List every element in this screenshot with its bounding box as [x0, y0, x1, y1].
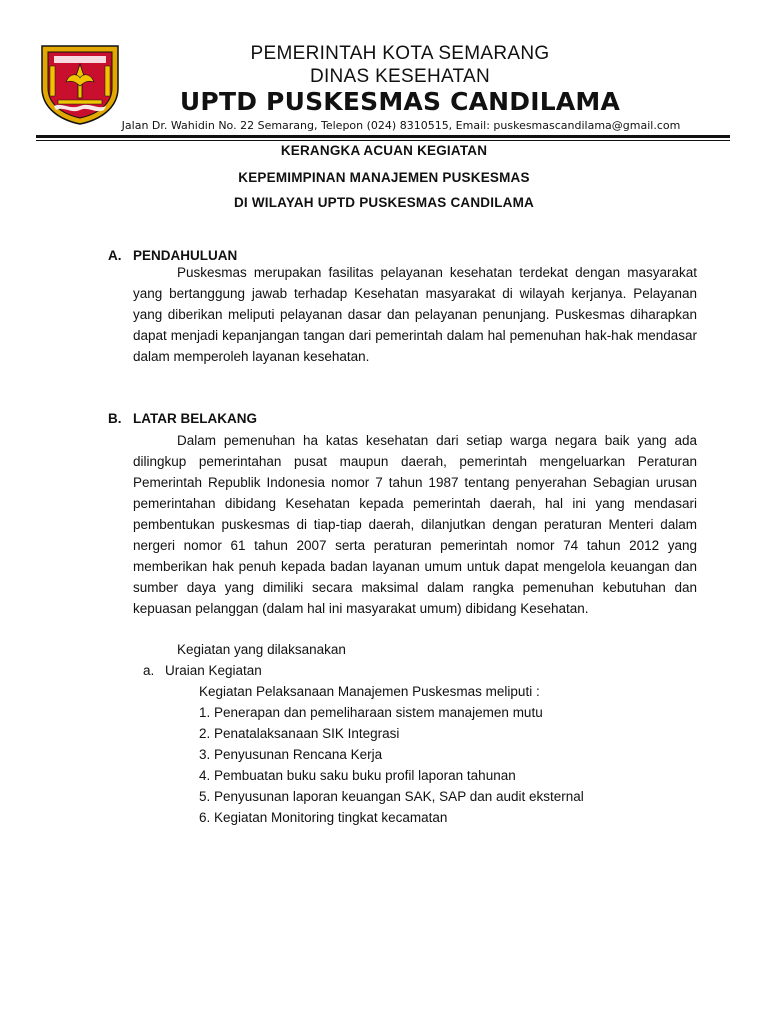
- list-item: 3. Penyusunan Rencana Kerja: [199, 747, 383, 762]
- institution-name: UPTD PUSKESMAS CANDILAMA: [179, 87, 621, 116]
- section-b-paragraph: Dalam pemenuhan ha katas kesehatan dari setiap warga negara baik yang ada dilingkup pemerintahan pusat maupun daerah, pemerintah mengeluarkan Peraturan Pemerintah Republik Indonesia nomor 7 tahun 1987 tentang penyerahan Sebagian urusan pemerintahan dibidang Kesehatan kepada pemerintah daerah, hal ini yang mendasari pembentukan puskesmas di tiap-tiap daerah, dilanjutkan dengan peraturan Menteri dalam nergeri nomor 61 tahun 2007 serta peraturan pemerintah nomor 74 tahun 2012 yang memberikan hak penuh kepada badan layanan umum untuk dapat mengelola keuangan dan sumber daya yang dimiliki secara maksimal dalam rangka pemenuhan kebutuhan dan kepuasan pelanggan (dalam hal ini masyarakat umum) dibidang Kesehatan.: [133, 433, 697, 616]
- document-subtitle: KEPEMIMPINAN MANAJEMEN PUSKESMAS: [238, 170, 530, 185]
- section-b-letter: B.: [108, 411, 122, 426]
- section-a-letter: A.: [108, 248, 122, 263]
- department-name: DINAS KESEHATAN: [309, 66, 491, 87]
- list-item: 4. Pembuatan buku saku buku profil laporan tahunan: [199, 768, 516, 783]
- section-a-heading: PENDAHULUAN: [133, 248, 238, 263]
- document-title: KERANGKA ACUAN KEGIATAN: [280, 143, 488, 158]
- document-subtitle-location: DI WILAYAH UPTD PUSKESMAS CANDILAMA: [233, 195, 535, 210]
- list-item: 5. Penyusunan laporan keuangan SAK, SAP dan audit eksternal: [199, 789, 584, 804]
- institution-address: Jalan Dr. Wahidin No. 22 Semarang, Telepon (024) 8310515, Email: puskesmascandilama@gmail.com: [121, 119, 681, 132]
- list-item: 1. Penerapan dan pemeliharaan sistem manajemen mutu: [199, 705, 543, 720]
- list-item: 2. Penatalaksanaan SIK Integrasi: [199, 726, 400, 741]
- government-name: PEMERINTAH KOTA SEMARANG: [250, 43, 550, 64]
- letterhead-divider-thick: [36, 135, 730, 138]
- letterhead-divider-thin: [36, 140, 730, 141]
- kegiatan-intro: Kegiatan yang dilaksanakan: [177, 642, 346, 657]
- sub-a-heading: Uraian Kegiatan: [165, 663, 262, 678]
- sub-a-intro: Kegiatan Pelaksanaan Manajemen Puskesmas meliputi :: [199, 684, 540, 699]
- list-item: 6. Kegiatan Monitoring tingkat kecamatan: [199, 810, 448, 825]
- city-coat-of-arms-icon: [38, 42, 122, 126]
- sub-a-letter: a.: [143, 663, 155, 678]
- section-b-heading: LATAR BELAKANG: [133, 411, 257, 426]
- section-a-paragraph: Puskesmas merupakan fasilitas pelayanan kesehatan terdekat dengan masyarakat yang bertanggung jawab terhadap Kesehatan masyarakat di wilayah kerjanya. Pelayanan yang diberikan meliputi pelayanan dasar dan pelayanan penunjang. Puskesmas diharapkan dapat menjadi kepanjangan tangan dari pemerintah dalam hal pemenuhan hak-hak mendasar dalam memperoleh layanan kesehatan.: [133, 265, 697, 364]
